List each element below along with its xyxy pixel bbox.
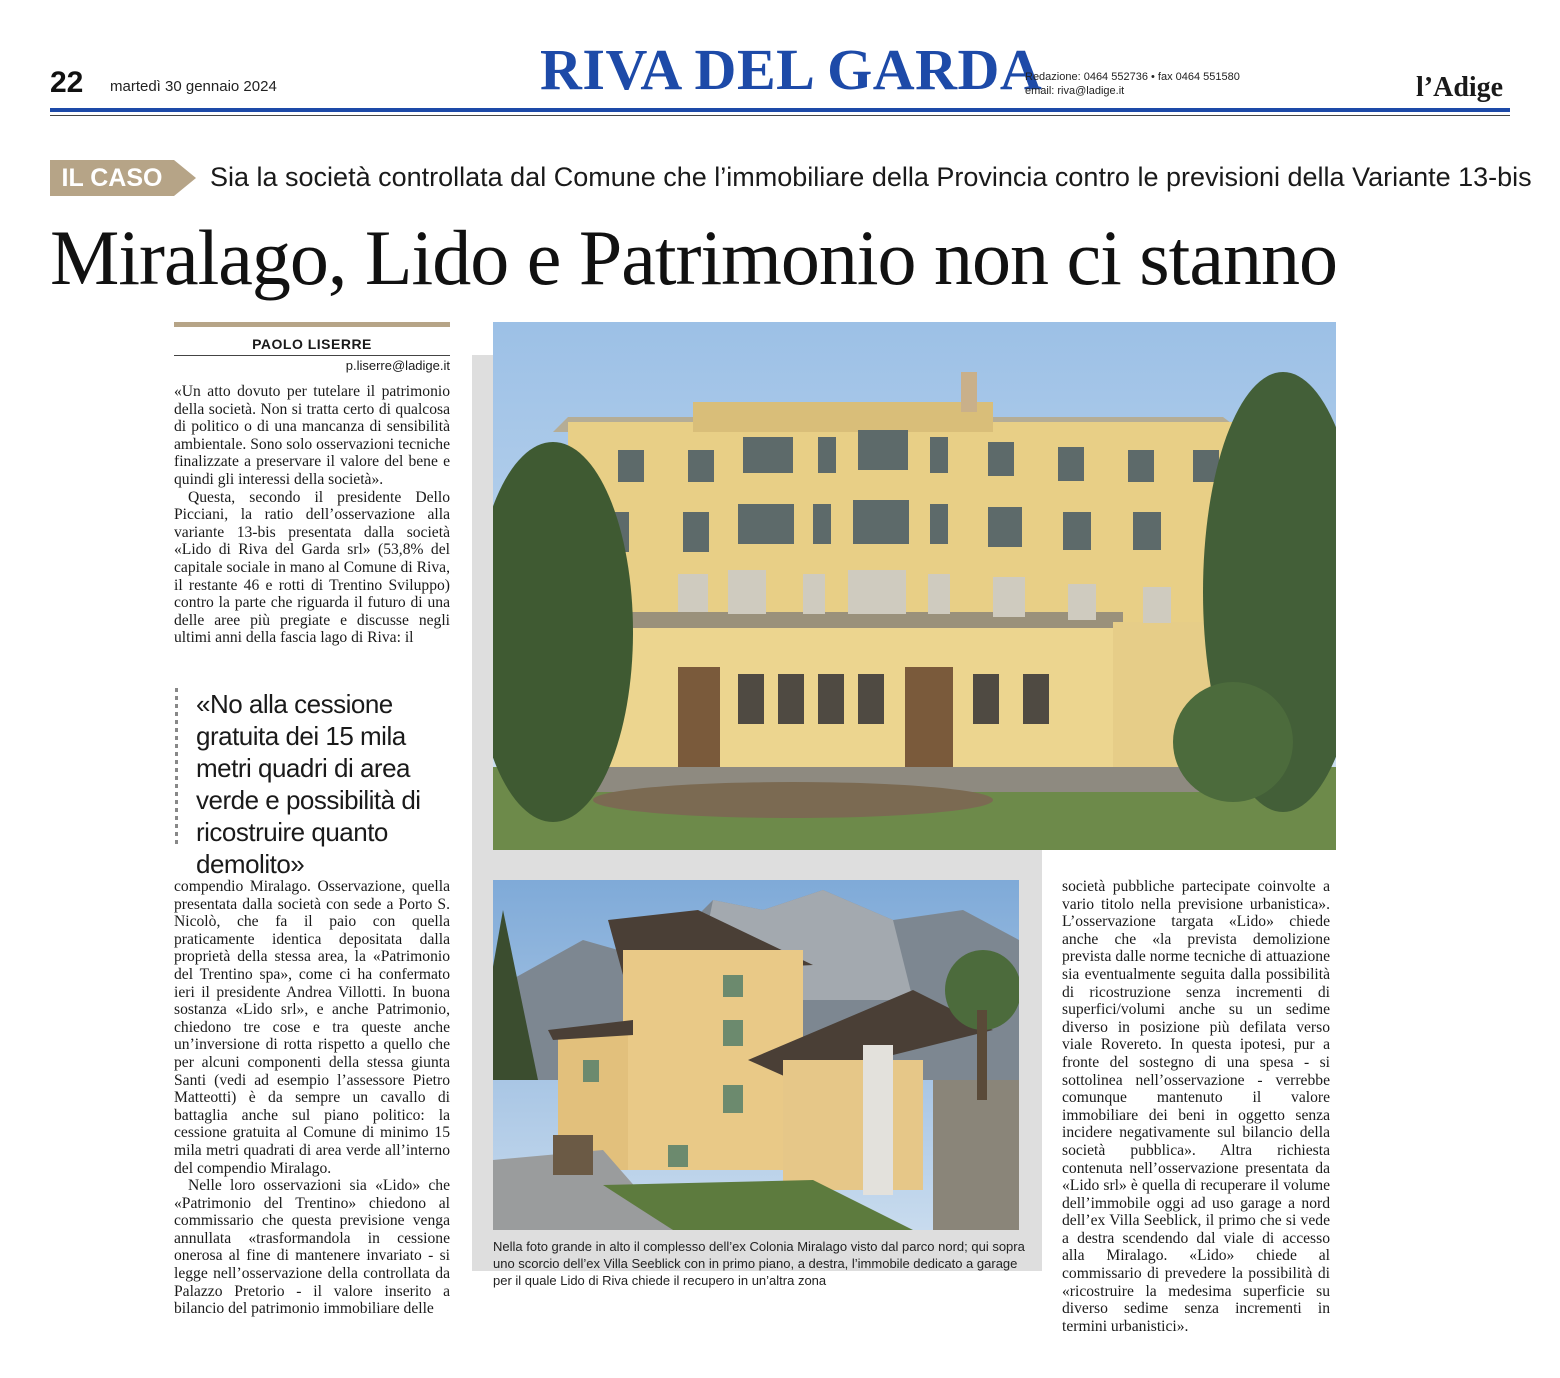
photo-villa-seeblick-image bbox=[493, 880, 1019, 1230]
redazione-email: email: riva@ladige.it bbox=[1025, 85, 1125, 97]
newspaper-logo: l’Adige bbox=[1416, 72, 1504, 103]
masthead bbox=[0, 0, 1560, 130]
pullquote-bar bbox=[175, 688, 178, 848]
paragraph: Nelle loro osservazioni sia «Lido» che «Patrimonio del Trentino» chiedono al commissario che questa previsione venga annullata «trasformandola in cessione onerosa al fine di mantenere invariato - si legge nell’osservazione della controllata da Palazzo Pretorio - il valore inserito a bilancio del patrimonio immobiliare delle bbox=[174, 1177, 450, 1318]
paragraph: Questa, secondo il presidente Dello Picciani, la ratio dell’osservazione alla variante 13-bis presentata dalla società «Lido di Riva del Garda srl» (53,8% del capitale sociale in mano al Comune di Riva, il restante 46 e rotti di Trentino Sviluppo) contro la parte che riguarda il futuro di una delle aree più pregiate e discusse negli ultimi anni della fascia lago di Riva: il bbox=[174, 488, 450, 647]
paragraph: «Un atto dovuto per tutelare il patrimonio della società. Non si tratta certo di qualcosa di politico o di una mancanza di sensibilità ambientale. Sono solo osservazioni tecniche finalizzate a preservare il valore del bene e quindi gli interessi della società». bbox=[174, 383, 450, 488]
headline: Miralago, Lido e Patrimonio non ci stanno bbox=[50, 214, 1337, 301]
section-title: RIVA DEL GARDA bbox=[540, 37, 1043, 102]
byline-author: PAOLO LISERRE bbox=[252, 336, 372, 352]
case-tag-label: IL CASO bbox=[61, 164, 163, 192]
photo-villa-seeblick bbox=[493, 880, 1019, 1230]
paragraph: società pubbliche partecipate coinvolte a vario titolo nella previsione urbanistica». L’osservazione targata «Lido» chiede anche che «la prevista demolizione prevista dalle norme tecniche di attuazione sia eventualmente seguita dalla possibilità di ricostruzione senza incrementi di superfici/volumi anche su un sedime diverso in posizione più defilata verso viale Rovereto. In questa ipotesi, pur a fronte del sostegno di una spesa - si sottolinea nell’osservazione - verrebbe comunque mantenuto il valore immobiliare dei beni in oggetto senza incidere negativamente sul bilancio della società pubblica». Altra richiesta contenuta nell’osservazione presentata da «Lido srl» è quella di recuperare il volume dell’immobile oggi ad uso garage a nord dell’ex Villa Seeblick, il primo che si vede a destra scendendo dal viale di accesso alla Miralago. «Lido» chiede al commissario di prevedere la possibilità di «ricostruire la medesima superficie su diverso sedime senza incrementi in termini urbanistici». bbox=[1062, 878, 1330, 1335]
masthead-rule-black bbox=[50, 115, 1510, 116]
photo-colonia-miralago bbox=[493, 322, 1336, 850]
case-tag-arrow bbox=[174, 160, 196, 196]
byline-rule bbox=[174, 355, 450, 356]
column-1-bottom bbox=[174, 878, 450, 1318]
paragraph: compendio Miralago. Osservazione, quella presentata dalla società con sede a Porto S. Nicolò, che fa il paio con quella praticamente identica depositata dalla proprietà della stessa area, la «Patrimonio del Trentino spa», come ci ha confermato ieri il presidente Andrea Villotti. In buona sostanza «Lido srl», e anche Patrimonio, chiedono tre cose e tra queste anche un’inversione di rotta rispetto a quello che per alcuni componenti della stessa giunta Santi (vedi ad esempio l’assessore Pietro Matteotti) è da sempre un cavallo di battaglia anche sul piano politico: la cessione gratuita al Comune di minimo 15 mila metri quadrati di area verde all’interno del compendio Miralago. bbox=[174, 878, 450, 1177]
page-date: martedì 30 gennaio 2024 bbox=[110, 78, 277, 95]
redazione-contacts bbox=[1025, 70, 1240, 98]
pullquote: «No alla cessione gratuita dei 15 mila metri quadri di area verde e possibilità di ricostruire quanto demolito» bbox=[196, 689, 421, 879]
case-tag bbox=[50, 160, 198, 196]
kicker: Sia la società controllata dal Comune che l’immobiliare della Provincia contro le previsioni della Variante 13-bis bbox=[210, 162, 1532, 192]
photo-colonia-miralago-image bbox=[493, 322, 1336, 850]
redazione-phone: Redazione: 0464 552736 • fax 0464 551580 bbox=[1025, 71, 1240, 83]
column-3 bbox=[1062, 878, 1330, 1335]
masthead-rule-blue bbox=[50, 108, 1510, 112]
photo-caption: Nella foto grande in alto il complesso dell’ex Colonia Miralago visto dal parco nord; qui sopra uno scorcio dell’ex Villa Seeblick con in primo piano, a destra, l’immobile dedicato a garage per il quale Lido di Riva chiede il recupero in un’altra zona bbox=[493, 1239, 1025, 1288]
page-number: 22 bbox=[50, 66, 84, 99]
byline-email: p.liserre@ladige.it bbox=[345, 358, 450, 373]
column-1-top bbox=[174, 383, 450, 647]
byline-bar bbox=[174, 322, 450, 327]
